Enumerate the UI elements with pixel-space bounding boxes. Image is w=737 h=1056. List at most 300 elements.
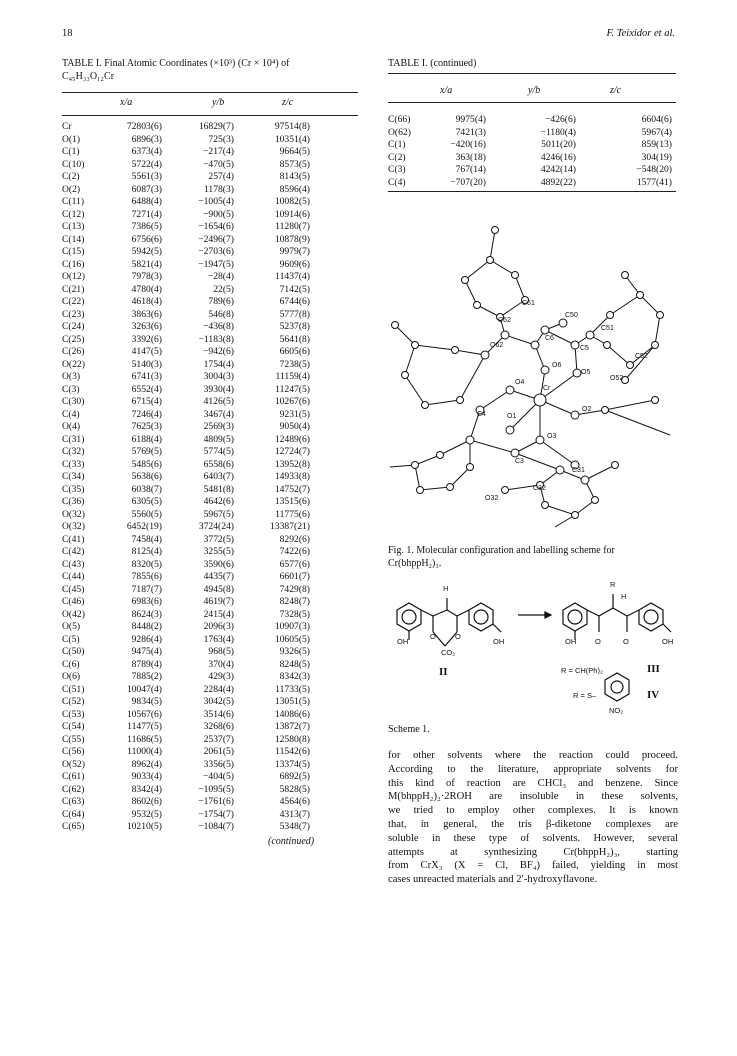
atom-cell: C(55) — [62, 733, 85, 745]
coordinate-cell: −1654(6) — [198, 221, 234, 232]
coordinate-cell: −900(5) — [203, 208, 234, 220]
coordinate-cell: 12489(6) — [274, 433, 310, 445]
coordinate-cell: 11437(4) — [275, 271, 310, 282]
coordinate-cell: 5560(5) — [131, 508, 162, 520]
coordinate-cell: 6741(3) — [131, 371, 162, 382]
coordinate-cell: 13952(8) — [274, 458, 310, 470]
coordinate-cell: 7386(5) — [131, 221, 162, 232]
coordinate-cell: 3004(3) — [203, 371, 234, 382]
coordinates-table — [62, 121, 358, 834]
coordinate-cell: 3467(4) — [203, 408, 234, 420]
atom-label: O1 — [507, 413, 517, 420]
coordinate-cell: 8596(4) — [279, 183, 310, 195]
table-row — [62, 534, 358, 547]
atom-cell: O(22) — [62, 358, 85, 370]
scheme-label: O — [430, 632, 436, 641]
coordinate-cell: 4242(14) — [540, 164, 576, 175]
coordinate-cell: −2703(6) — [198, 246, 234, 257]
table-row — [62, 659, 358, 672]
coordinate-cell: 6403(7) — [203, 471, 234, 482]
running-head: F. Teixidor et al. — [606, 28, 675, 39]
coordinate-cell: 725(3) — [208, 133, 234, 145]
atom-cell: C(16) — [62, 258, 85, 270]
coordinate-cell: 5638(6) — [131, 471, 162, 482]
coordinate-cell: −1947(5) — [198, 258, 234, 270]
coordinate-cell: 1178(3) — [203, 183, 234, 195]
atom-cell: C(14) — [62, 233, 85, 245]
coordinate-cell: 6552(4) — [131, 383, 162, 395]
figure-caption — [388, 544, 678, 570]
coordinate-cell: 5722(4) — [131, 158, 162, 170]
coordinate-cell: 4147(5) — [131, 346, 162, 357]
coordinate-cell: 767(14) — [455, 164, 486, 175]
coordinate-cell: 2415(4) — [203, 608, 234, 620]
coordinate-cell: −1761(6) — [198, 796, 234, 807]
atom-cell: C(44) — [62, 571, 85, 582]
coordinate-cell: 6558(6) — [203, 458, 234, 470]
table-row — [388, 152, 676, 165]
coordinate-cell: 5777(8) — [279, 308, 310, 320]
coordinate-cell: −217(4) — [203, 146, 234, 157]
atom-cell: C(23) — [62, 308, 85, 320]
text-line: soluble in these type of solvents. However, several — [388, 832, 678, 844]
table-row — [62, 346, 358, 359]
coordinate-cell: −942(6) — [203, 346, 234, 357]
scheme-label: R = S– — [573, 691, 597, 700]
header-right-zc: z/c — [610, 85, 622, 96]
table-row — [62, 259, 358, 272]
table-row — [62, 521, 358, 534]
table-rule-mid — [62, 115, 358, 116]
atom-cell: C(52) — [62, 696, 85, 707]
table-rule-top — [62, 92, 358, 93]
atom-cell: C(1) — [62, 146, 80, 157]
scheme-label: O — [595, 637, 601, 646]
table-row — [62, 171, 358, 184]
atom-label: C5 — [580, 345, 589, 352]
atom-cell: C(3) — [62, 383, 80, 395]
coordinate-cell: 7238(5) — [279, 358, 310, 370]
atom-cell: Cr — [62, 121, 72, 132]
atom-cell: C(50) — [62, 646, 85, 657]
coordinate-cell: −436(8) — [203, 321, 234, 332]
atom-cell: C(65) — [62, 821, 85, 832]
atom-label: O4 — [515, 379, 525, 386]
text-line: from CrX₃ (X = Cl, BF₄) failed, yielding in most — [388, 860, 678, 872]
coordinates-table-continued — [388, 114, 676, 189]
scheme-label: H — [443, 584, 449, 593]
coordinate-cell: 9532(5) — [131, 808, 162, 820]
coordinate-cell: 6452(19) — [126, 521, 162, 532]
text-line: attempts at synthesizing Cr(bhppH₂)₃, starting — [388, 846, 678, 858]
atom-cell: O(3) — [62, 371, 81, 382]
header-right-xa: x/a — [440, 85, 453, 96]
atom-cell: C(3) — [388, 164, 406, 175]
atom-label: O52 — [610, 375, 624, 382]
coordinate-cell: 6756(6) — [131, 233, 162, 245]
table-row — [62, 496, 358, 509]
coordinate-cell: 5769(5) — [131, 446, 162, 457]
header-zc: z/c — [282, 97, 294, 108]
atom-cell: O(62) — [388, 126, 411, 138]
scheme-label: NO₂ — [609, 706, 624, 715]
coordinate-cell: −1095(5) — [198, 783, 234, 795]
coordinate-cell: 10082(5) — [274, 196, 310, 207]
coordinate-cell: −548(20) — [636, 164, 672, 175]
coordinate-cell: 72803(6) — [126, 121, 162, 132]
atom-cell: C(30) — [62, 396, 85, 407]
table-row — [62, 396, 358, 409]
atom-cell: C(1) — [388, 139, 406, 150]
atom-cell: C(53) — [62, 708, 85, 720]
coordinate-cell: 2537(7) — [203, 733, 234, 745]
coordinate-cell: 6305(5) — [131, 496, 162, 507]
coordinate-cell: 1577(41) — [636, 176, 672, 188]
atom-cell: C(2) — [62, 171, 80, 182]
coordinate-cell: 8448(2) — [131, 621, 162, 632]
atom-label: C51 — [601, 325, 614, 332]
coordinate-cell: −470(5) — [203, 158, 234, 170]
coordinate-cell: −1183(8) — [198, 333, 234, 345]
header-xa: x/a — [120, 97, 133, 108]
coordinate-cell: 3263(6) — [131, 321, 162, 332]
coordinate-cell: 9050(4) — [279, 421, 310, 432]
table-row — [62, 684, 358, 697]
coordinate-cell: 8573(5) — [279, 158, 310, 170]
table-caption-line1: TABLE I. Final Atomic Coordinates (×10³) (Cr × 10⁴) of — [62, 58, 290, 69]
atom-cell: O(42) — [62, 608, 85, 620]
atom-cell: C(41) — [62, 533, 85, 545]
coordinate-cell: 10567(6) — [126, 708, 162, 720]
table-row — [62, 559, 358, 572]
table-row — [62, 771, 358, 784]
header-right-yb: y/b — [528, 85, 541, 96]
compound-number: IV — [647, 689, 660, 701]
coordinate-cell: 10047(4) — [126, 683, 162, 695]
coordinate-cell: 11280(7) — [275, 221, 310, 232]
coordinate-cell: 6983(6) — [131, 596, 162, 607]
coordinate-cell: 9975(4) — [455, 114, 486, 125]
coordinate-cell: 5011(20) — [541, 139, 576, 150]
table-row — [388, 114, 676, 127]
coordinate-cell: 3268(6) — [203, 721, 234, 732]
coordinate-cell: 5561(3) — [131, 171, 162, 182]
text-line: cases unreacted materials and 2′-hydroxyflavone. — [388, 874, 598, 886]
table-row — [62, 509, 358, 522]
table-row — [388, 127, 676, 140]
text-line: that, in general, the tris β-diketone complexes are — [388, 818, 678, 830]
coordinate-cell: 6373(4) — [131, 146, 162, 157]
table-row — [62, 184, 358, 197]
table-row — [62, 159, 358, 172]
text-line: for other solvents where the reaction could proceed. — [388, 750, 678, 761]
coordinate-cell: 8125(4) — [131, 546, 162, 557]
table-row — [62, 596, 358, 609]
table-row — [62, 446, 358, 459]
atom-cell: C(24) — [62, 321, 85, 332]
coordinate-cell: 8342(4) — [131, 783, 162, 795]
coordinate-cell: 7328(5) — [279, 608, 310, 620]
coordinate-cell: 97514(8) — [274, 121, 310, 132]
atom-cell: C(35) — [62, 483, 85, 495]
coordinate-cell: 7429(8) — [279, 583, 310, 595]
coordinate-cell: 8248(7) — [279, 596, 310, 607]
atom-cell: O(4) — [62, 421, 81, 432]
scheme-label: OH — [565, 637, 577, 646]
atom-cell: O(6) — [62, 671, 81, 682]
coordinate-cell: 7625(3) — [131, 421, 162, 432]
atom-label: C61 — [522, 300, 535, 307]
coordinate-cell: 5942(5) — [131, 246, 162, 257]
table-caption — [62, 57, 362, 83]
scheme-label: R = CH(Ph)₂ — [561, 666, 603, 675]
coordinate-cell: 6896(3) — [131, 133, 162, 145]
table-row — [62, 196, 358, 209]
table-row — [388, 177, 676, 190]
scheme-label: R — [610, 580, 616, 589]
table-row — [62, 359, 358, 372]
atom-cell: O(12) — [62, 271, 85, 282]
table-row — [62, 609, 358, 622]
scheme-labels — [385, 580, 680, 740]
coordinate-cell: 6605(6) — [279, 346, 310, 357]
atom-cell: C(13) — [62, 221, 85, 232]
coordinate-cell: 257(4) — [208, 171, 234, 182]
coordinate-cell: −420(16) — [450, 139, 486, 150]
coordinate-cell: 12580(8) — [274, 733, 310, 745]
coordinate-cell: 7246(4) — [131, 408, 162, 420]
table-row — [62, 221, 358, 234]
coordinate-cell: 2569(3) — [203, 421, 234, 432]
scheme-label: H — [621, 592, 627, 601]
coordinate-cell: 3724(24) — [198, 521, 234, 532]
coordinate-cell: 3255(5) — [203, 546, 234, 557]
coordinate-cell: 11477(5) — [127, 721, 162, 732]
coordinate-cell: 3930(4) — [203, 383, 234, 395]
atom-label: C32 — [533, 485, 546, 492]
scheme-label: OH — [397, 637, 409, 646]
table-row — [62, 646, 358, 659]
table-row — [62, 296, 358, 309]
coordinate-cell: 10267(6) — [274, 396, 310, 407]
atom-cell: C(26) — [62, 346, 85, 357]
coordinate-cell: 8962(4) — [131, 758, 162, 770]
atom-label: C4 — [477, 411, 486, 418]
page-number: 18 — [62, 28, 73, 39]
coordinate-cell: 370(4) — [208, 658, 234, 670]
table-header-row — [62, 97, 358, 111]
coordinate-cell: 22(5) — [213, 283, 234, 295]
atom-cell: O(52) — [62, 758, 85, 770]
table-right-rule-bottom — [388, 191, 676, 192]
coordinate-cell: 9475(4) — [131, 646, 162, 657]
coordinate-cell: 429(3) — [208, 671, 234, 682]
coordinate-cell: 9286(4) — [131, 633, 162, 645]
atom-label: Cr — [543, 385, 551, 392]
atom-cell: C(5) — [62, 633, 80, 645]
coordinate-cell: −404(5) — [203, 771, 234, 782]
atom-cell: C(21) — [62, 283, 85, 295]
atom-cell: C(32) — [62, 446, 85, 457]
table-row — [62, 584, 358, 597]
atom-cell: O(1) — [62, 133, 81, 145]
figure-caption-line1: Fig. 1. Molecular configuration and labelling scheme for — [388, 545, 615, 556]
atom-cell: C(64) — [62, 808, 85, 820]
table-right-header-row — [388, 85, 676, 99]
atom-cell: C(56) — [62, 746, 85, 757]
coordinate-cell: 8624(3) — [131, 608, 162, 620]
coordinate-cell: 3514(6) — [203, 708, 234, 720]
coordinate-cell: 5481(8) — [203, 483, 234, 495]
table-right-rule-top — [388, 73, 676, 74]
coordinate-cell: 4246(16) — [540, 151, 576, 163]
table-continued: (continued) — [268, 836, 315, 847]
coordinate-cell: 5967(5) — [203, 508, 234, 520]
coordinate-cell: 10914(6) — [274, 208, 310, 220]
atom-cell: C(11) — [62, 196, 85, 207]
coordinate-cell: 6892(5) — [279, 771, 310, 782]
coordinate-cell: 1763(4) — [203, 633, 234, 645]
table-row — [62, 121, 358, 134]
coordinate-cell: 6577(6) — [279, 558, 310, 570]
coordinate-cell: 6604(6) — [641, 114, 672, 125]
table-row — [62, 471, 358, 484]
table-row — [62, 671, 358, 684]
coordinate-cell: 5774(5) — [203, 446, 234, 457]
coordinate-cell: 7855(6) — [131, 571, 162, 582]
coordinate-cell: 4780(4) — [131, 283, 162, 295]
table-row — [62, 146, 358, 159]
atom-cell: O(5) — [62, 621, 81, 632]
table-row — [62, 284, 358, 297]
coordinate-cell: 9231(5) — [279, 408, 310, 420]
coordinate-cell: 5485(6) — [131, 458, 162, 470]
atom-cell: C(66) — [388, 114, 411, 125]
coordinate-cell: 5237(8) — [279, 321, 310, 332]
coordinate-cell: 11000(4) — [127, 746, 162, 757]
atom-cell: C(22) — [62, 296, 85, 307]
coordinate-cell: 10210(5) — [126, 821, 162, 832]
coordinate-cell: 363(18) — [455, 151, 486, 163]
coordinate-cell: −1084(7) — [198, 821, 234, 832]
coordinate-cell: −1754(7) — [198, 808, 234, 820]
table-row — [62, 434, 358, 447]
coordinate-cell: 4892(22) — [540, 176, 576, 188]
atom-cell: C(62) — [62, 783, 85, 795]
table-row — [62, 746, 358, 759]
atom-cell: O(32) — [62, 521, 85, 532]
atom-cell: C(4) — [388, 176, 406, 188]
atom-cell: C(63) — [62, 796, 85, 807]
coordinate-cell: 11542(6) — [275, 746, 310, 757]
table-row — [62, 409, 358, 422]
coordinate-cell: 8292(6) — [279, 533, 310, 545]
coordinate-cell: 4435(7) — [203, 571, 234, 582]
table-row — [62, 421, 358, 434]
atom-label: C52 — [635, 353, 648, 360]
coordinate-cell: 14086(6) — [274, 708, 310, 720]
atom-cell: C(54) — [62, 721, 85, 732]
table-row — [62, 246, 358, 259]
atom-cell: O(2) — [62, 183, 81, 195]
coordinate-cell: −426(6) — [545, 114, 576, 125]
coordinate-cell: 546(8) — [208, 308, 234, 320]
atom-cell: C(34) — [62, 471, 85, 482]
coordinate-cell: 4126(5) — [203, 396, 234, 407]
atom-cell: C(36) — [62, 496, 85, 507]
table-row — [62, 809, 358, 822]
scheme-label: OH — [493, 637, 505, 646]
coordinate-cell: 3356(5) — [203, 758, 234, 770]
coordinate-cell: 5641(8) — [279, 333, 310, 345]
atom-cell: C(15) — [62, 246, 85, 257]
atom-label: C3 — [515, 458, 524, 465]
table-row — [62, 634, 358, 647]
coordinate-cell: 13051(5) — [274, 696, 310, 707]
coordinate-cell: 13515(6) — [274, 496, 310, 507]
table-row — [62, 621, 358, 634]
text-line: this kind of reaction are CHCl₃ and benzene. Since — [388, 777, 678, 789]
table-row — [62, 371, 358, 384]
coordinate-cell: 1754(4) — [203, 358, 234, 370]
header-yb: y/b — [212, 97, 225, 108]
coordinate-cell: 8789(4) — [131, 658, 162, 670]
coordinate-cell: 7271(4) — [131, 208, 162, 220]
coordinate-cell: 9326(5) — [279, 646, 310, 657]
table-row — [62, 234, 358, 247]
coordinate-cell: 7978(3) — [131, 271, 162, 282]
atom-cell: C(33) — [62, 458, 85, 470]
atom-labels — [385, 205, 685, 535]
atom-cell: C(4) — [62, 408, 80, 420]
text-line: M(bhppH₂)₂·2ROH are insoluble in these solvents, — [388, 791, 678, 803]
table-row — [62, 784, 358, 797]
coordinate-cell: 3863(6) — [131, 308, 162, 320]
table-row — [62, 709, 358, 722]
coordinate-cell: 6744(6) — [279, 296, 310, 307]
table-right-rule-mid — [388, 102, 676, 103]
coordinate-cell: 11775(6) — [275, 508, 310, 520]
compound-number: III — [647, 663, 660, 675]
atom-cell: C(6) — [62, 658, 80, 670]
coordinate-cell: 4809(5) — [203, 433, 234, 445]
coordinate-cell: 2284(4) — [203, 683, 234, 695]
coordinate-cell: 5140(3) — [131, 358, 162, 370]
text-line: we tried to employ other complexes. It is known — [388, 805, 678, 817]
coordinate-cell: 9033(4) — [131, 771, 162, 782]
atom-cell: C(46) — [62, 596, 85, 607]
scheme-label: O — [455, 632, 461, 641]
coordinate-cell: 10351(4) — [274, 133, 310, 145]
coordinate-cell: 6038(7) — [131, 483, 162, 495]
coordinate-cell: 5967(4) — [641, 126, 672, 138]
coordinate-cell: −707(20) — [450, 176, 486, 188]
table-row — [62, 759, 358, 772]
atom-cell: O(32) — [62, 508, 85, 520]
table-row — [62, 334, 358, 347]
coordinate-cell: 968(5) — [208, 646, 234, 657]
coordinate-cell: 6601(7) — [279, 571, 310, 582]
coordinate-cell: 6087(3) — [131, 183, 162, 195]
coordinate-cell: 6188(4) — [131, 433, 162, 445]
coordinate-cell: 7885(2) — [131, 671, 162, 682]
coordinate-cell: 11159(4) — [275, 371, 310, 382]
coordinate-cell: 4564(6) — [279, 796, 310, 807]
coordinate-cell: 14933(8) — [274, 471, 310, 482]
coordinate-cell: 3392(6) — [131, 333, 162, 345]
coordinate-cell: 7142(5) — [279, 283, 310, 295]
scheme-label: CO₂ — [441, 648, 456, 657]
